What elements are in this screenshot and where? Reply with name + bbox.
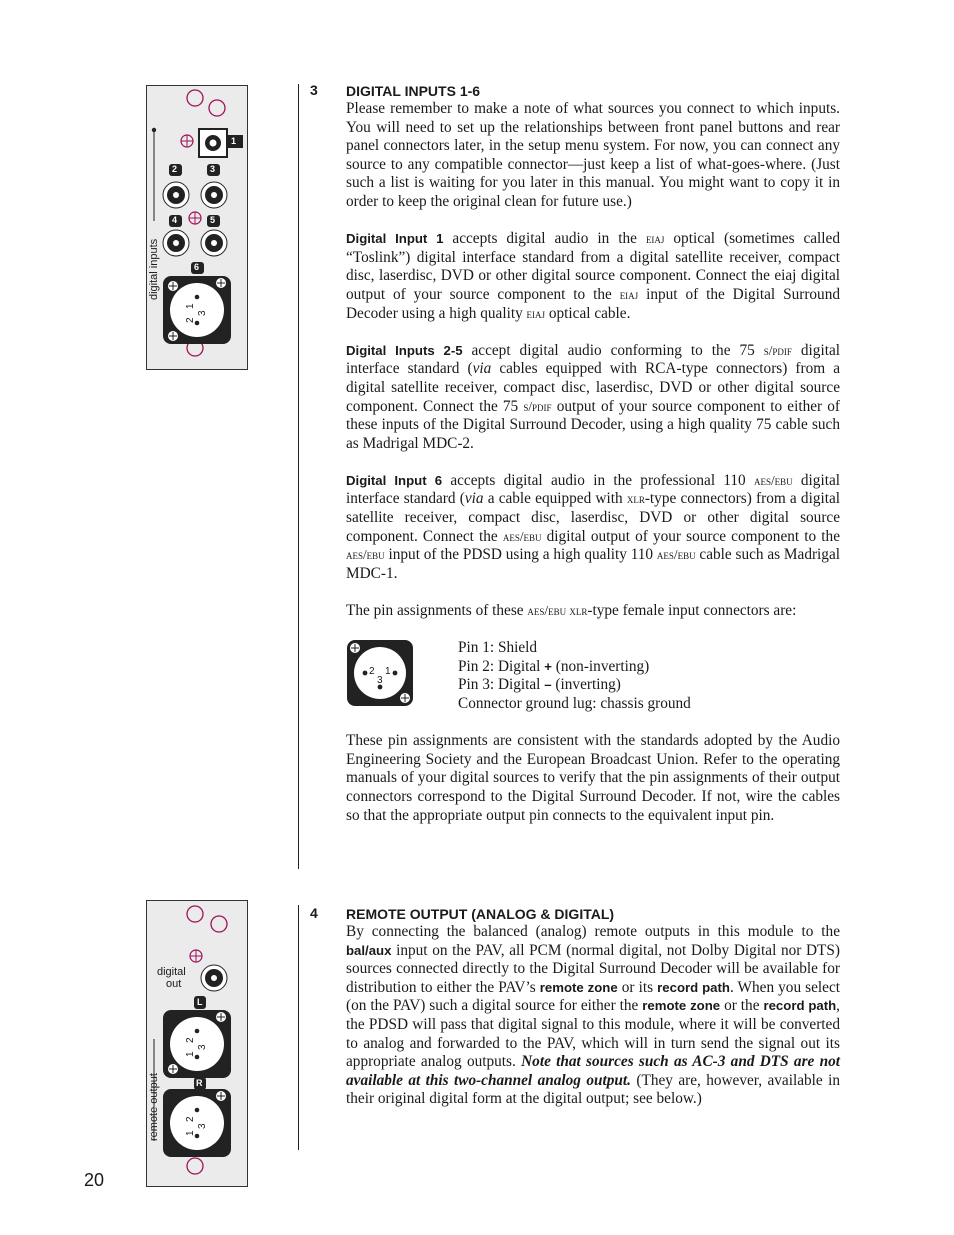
control-name: remote zone xyxy=(642,998,721,1014)
pin-3-label: 3 xyxy=(377,675,383,687)
small-caps-run: eiaj xyxy=(526,305,546,321)
mounting-hole-icon xyxy=(187,90,203,106)
section-remote-output xyxy=(310,905,840,1109)
text-run: Pin 3: Digital xyxy=(458,676,545,694)
remote-output-paragraph xyxy=(346,923,840,1109)
xlr-left-pin-labels xyxy=(185,1033,211,1059)
mounting-hole-icon xyxy=(187,1158,203,1174)
digital-inputs-label: digital inputs xyxy=(148,238,160,300)
closing-paragraph: These pin assignments are consistent with the standards adopted by the Audio Engineering Society and the European Broadcast Union. Refer to the operating manuals of your digital sources to verify that the pin assignments of their output connectors correspond to the Digital Surround Decoder. If not, wire the cables so that the appropriate output pin connects to the equivalent input pin. xyxy=(346,732,840,824)
small-caps-run: eiaj xyxy=(645,231,665,247)
input-5-badge: 5 xyxy=(210,215,216,225)
control-name: record path xyxy=(657,979,730,995)
input-4-badge: 4 xyxy=(172,215,178,225)
xlr-pin-3-label: 3 xyxy=(197,1123,208,1129)
text-run: By connecting the balanced (analog) remote outputs in this module to the xyxy=(346,923,840,940)
pin-1-label: 1 xyxy=(385,666,391,678)
text-run: Pin 2: Digital xyxy=(458,657,545,675)
mounting-hole-icon xyxy=(209,100,225,116)
digital-input-1-paragraph xyxy=(346,230,840,323)
italic-run: via xyxy=(464,490,484,508)
small-caps-run: aes/ebu xyxy=(753,472,793,488)
xlr-pin-2-label: 2 xyxy=(185,1116,196,1122)
note-text: Note that sources such as AC-3 and DTS are not available at this two-channel analog output. xyxy=(346,1053,840,1089)
small-caps-run: aes/ebu xyxy=(656,547,696,563)
xlr-pin-2-label: 2 xyxy=(185,1037,196,1043)
input-3-badge: 3 xyxy=(210,164,216,174)
xlr-right-pin-labels xyxy=(185,1112,211,1138)
pin-2-label: 2 xyxy=(369,666,375,678)
section-heading: REMOTE OUTPUT (ANALOG & DIGITAL) xyxy=(346,906,615,922)
xlr-pin-labels xyxy=(185,299,211,325)
small-caps-run: xlr xyxy=(626,491,645,507)
digital-inputs-panel xyxy=(146,85,248,370)
text-run: cables equipped with RCA-type connectors) from a digital satellite receiver, compact disc, laserdisc, DVD or other digital source component. Connect the 75 xyxy=(346,360,840,415)
section-number: 3 xyxy=(310,82,318,98)
section-number: 4 xyxy=(310,905,318,921)
output-left-badge: L xyxy=(197,997,203,1007)
pin-2-row xyxy=(458,658,691,677)
pin-list xyxy=(458,639,691,713)
small-caps-run: aes/ebu xlr xyxy=(527,603,588,619)
text-run: accepts digital audio in the professional 110 xyxy=(442,471,754,489)
text-run: optical (sometimes called “Toslink”) digital interface standard from a digital satellite receiver, compact disc, laserdisc, DVD or other digital source component. Connect the eiaj digital output of your source component to the xyxy=(346,230,840,303)
section-4-rule xyxy=(298,905,299,1150)
mounting-hole-icon xyxy=(187,906,203,922)
control-name: record path xyxy=(763,998,837,1014)
xlr-pin-3-label: 3 xyxy=(197,1044,208,1050)
intro-paragraph: Please remember to make a note of what sources you connect to which inputs. You will need to set up the relationships between front panel buttons and rear panel connectors later, in the setup menu system. For now, you can connect any source to any compatible connector—just keep a list of what-goes-where. (Just such a list is waiting for you later in this manual. You might want to copy it in order to keep the original clean for future use.) xyxy=(346,100,840,210)
section-3-rule xyxy=(298,84,299,869)
text-run: cable such as Madrigal MDC-1. xyxy=(346,546,840,582)
pin-assignments-intro xyxy=(346,602,840,621)
control-name: bal/aux xyxy=(346,942,392,958)
xlr-pin-1-label: 1 xyxy=(185,303,196,309)
text-run: input of the Digital Surround Decoder using a high quality xyxy=(346,285,841,322)
plus-symbol: + xyxy=(544,658,552,674)
term-label: Digital Input 6 xyxy=(346,472,443,488)
text-run: accept digital audio conforming to the 75 xyxy=(462,341,764,359)
remote-output-label: remote output xyxy=(148,1073,160,1141)
small-caps-run: s/pdif xyxy=(523,398,552,414)
small-caps-run: aes/ebu xyxy=(346,547,385,563)
xlr-connector-icon xyxy=(346,639,458,713)
minus-symbol: – xyxy=(544,677,552,693)
digital-out-label-line2: out xyxy=(166,978,182,990)
text-run: a cable equipped with xyxy=(483,490,627,508)
text-run: or the xyxy=(720,997,764,1015)
control-name: remote zone xyxy=(539,979,618,995)
text-run: input of the PDSD using a high quality 110 xyxy=(384,546,657,564)
digital-inputs-diagram xyxy=(147,86,247,369)
section-heading: DIGITAL INPUTS 1-6 xyxy=(346,83,481,99)
remote-output-panel xyxy=(146,900,248,1187)
pin-assignment-block xyxy=(346,639,840,713)
xlr-pin-1-label: 1 xyxy=(185,1130,196,1136)
input-6-badge: 6 xyxy=(194,262,200,272)
xlr-pin-2-label: 2 xyxy=(185,317,196,323)
text-run: -type female input connectors are: xyxy=(587,602,797,620)
text-run: input on the PAV, all PCM (normal digital, not Dolby Digital nor DTS) sources connected directly to the Digital Surround Decoder will be available for distribution to either the PAV’s xyxy=(346,941,840,996)
text-run: The pin assignments of these xyxy=(346,602,528,620)
text-run: (They are, however, available in their original digital form at the digital output; see below.) xyxy=(346,1071,840,1108)
input-1-badge: 1 xyxy=(231,136,237,146)
text-run: output of your source component to either of these inputs of the Digital Surround Decoder, using a high quality 75 cable such as Madrigal MDC-2. xyxy=(346,397,841,452)
pin-1-row: Pin 1: Shield xyxy=(458,639,538,657)
output-right-badge: R xyxy=(196,1078,203,1088)
text-run: digital interface standard ( xyxy=(346,341,840,378)
text-run: , the PDSD will pass that digital signal to this module, where it will be converted to analog and forwarded to the PAV, which will in turn send the signal out its appropriate analog outputs. xyxy=(346,997,840,1071)
xlr-pin-3-label: 3 xyxy=(197,310,208,316)
mounting-hole-icon xyxy=(211,916,227,932)
small-caps-run: s/pdif xyxy=(763,342,792,358)
text-run: accepts digital audio in the xyxy=(443,230,646,248)
italic-run: via xyxy=(472,360,492,378)
ground-lug-row: Connector ground lug: chassis ground xyxy=(458,695,691,712)
pin-3-row xyxy=(458,676,691,695)
small-caps-run: eiaj xyxy=(619,286,639,302)
text-run: digital output of your source component to the xyxy=(541,527,840,545)
xlr-pin-1-label: 1 xyxy=(185,1051,196,1057)
digital-input-6-paragraph xyxy=(346,472,840,584)
text-run: -type connectors) from a digital satellite receiver, compact disc, laserdisc, DVD or other digital source component. Connect the xyxy=(346,490,841,545)
digital-inputs-2-5-paragraph xyxy=(346,342,840,454)
text-run: or its xyxy=(617,978,658,996)
text-run: . When you select (on the PAV) such a digital source for either the xyxy=(346,978,841,1015)
page-number: 20 xyxy=(84,1170,105,1190)
digital-out-label-line1: digital xyxy=(157,966,186,978)
input-2-badge: 2 xyxy=(172,164,178,174)
term-label: Digital Inputs 2-5 xyxy=(346,342,463,358)
small-caps-run: aes/ebu xyxy=(502,528,542,544)
text-run: digital interface standard ( xyxy=(346,471,840,508)
term-label: Digital Input 1 xyxy=(346,231,444,247)
text-run: (inverting) xyxy=(551,676,621,694)
text-run: optical cable. xyxy=(545,304,631,322)
section-digital-inputs xyxy=(310,82,840,825)
text-run: (non-inverting) xyxy=(551,657,650,675)
